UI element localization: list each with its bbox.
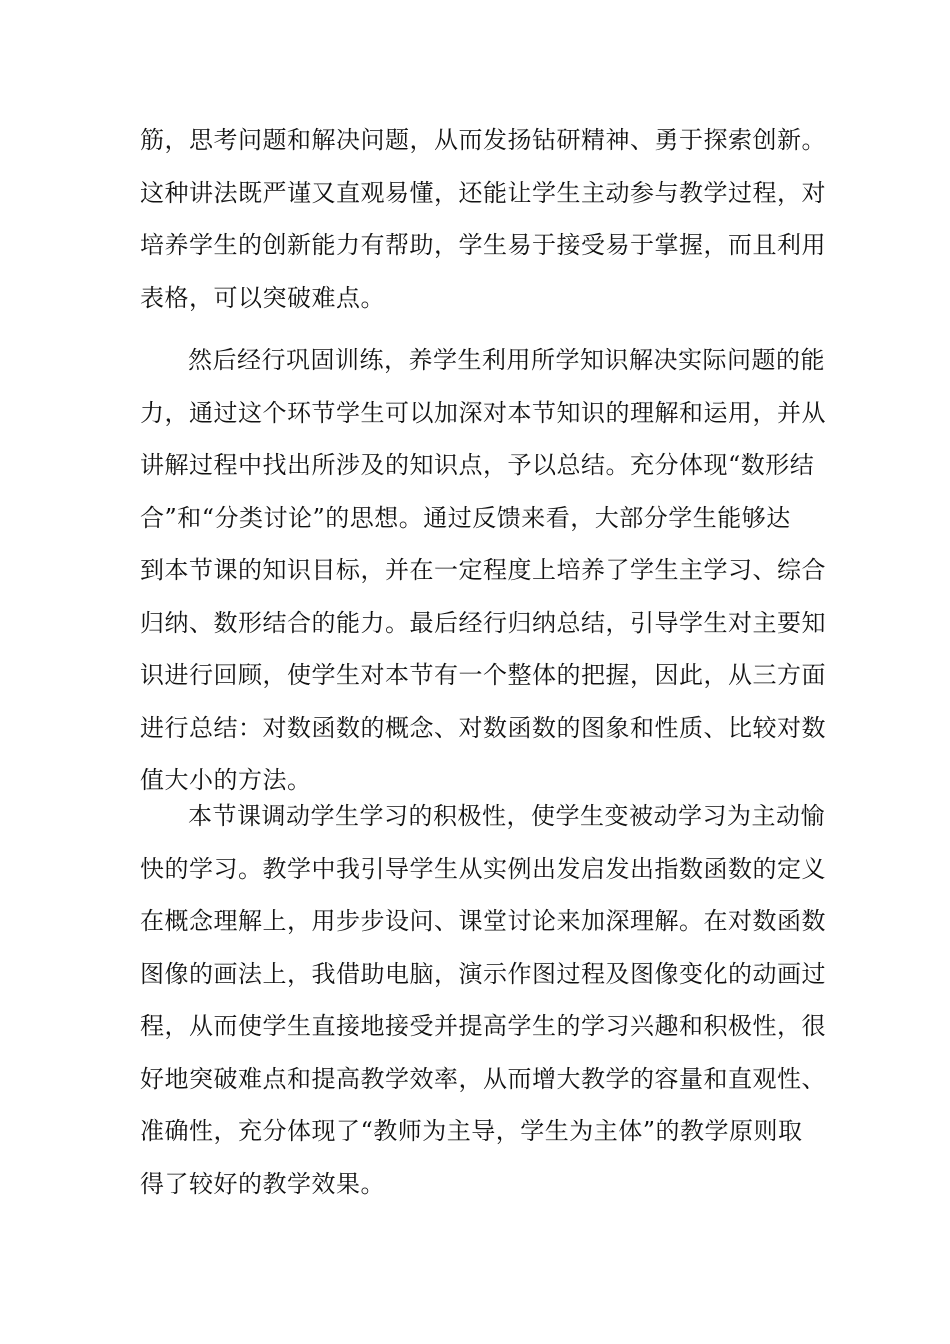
text-line: 得了较好的教学效果。 xyxy=(140,1169,385,1198)
text-line: 本节课调动学生学习的积极性，使学生变被动学习为主动愉 xyxy=(188,802,825,830)
paragraph-2 xyxy=(140,334,826,807)
text-line: 程，从而使学生直接地接受并提高学生的学习兴趣和积极性，很 xyxy=(140,1012,826,1040)
text-line: 图像的画法上，我借助电脑，演示作图过程及图像变化的动画过 xyxy=(140,959,826,988)
paragraph-1 xyxy=(140,114,826,324)
text-line: 好地突破难点和提高教学效率，从而增大教学的容量和直观性、 xyxy=(140,1064,826,1093)
text-line: 培养学生的创新能力有帮助，学生易于接受易于掌握，而且利用 xyxy=(140,231,826,259)
text-line: 到本节课的知识目标，并在一定程度上培养了学生主学习、综合 xyxy=(140,556,826,584)
text-line: 快的学习。教学中我引导学生从实例出发启发出指数函数的定义 xyxy=(140,854,826,883)
paragraph-3 xyxy=(140,790,826,1210)
text-line: 这种讲法既严谨又直观易懂，还能让学生主动参与教学过程，对 xyxy=(140,178,826,207)
text-line: 讲解过程中找出所涉及的知识点，予以总结。充分体现“数形结 xyxy=(140,451,815,479)
text-line: 筋，思考问题和解决问题，从而发扬钻研精神、勇于探索创新。 xyxy=(140,126,826,154)
text-line: 力，通过这个环节学生可以加深对本节知识的理解和运用，并从 xyxy=(140,398,826,427)
text-line: 合”和“分类讨论”的思想。通过反馈来看，大部分学生能够达 xyxy=(140,503,791,532)
text-line: 在概念理解上，用步步设问、课堂讨论来加深理解。在对数函数 xyxy=(140,907,826,935)
text-line: 表格，可以突破难点。 xyxy=(140,283,385,312)
text-line: 值大小的方法。 xyxy=(140,766,312,794)
text-line: 识进行回顾，使学生对本节有一个整体的把握，因此，从三方面 xyxy=(140,661,826,689)
text-line: 然后经行巩固训练，养学生利用所学知识解决实际问题的能 xyxy=(188,346,825,374)
text-line: 进行总结：对数函数的概念、对数函数的图象和性质、比较对数 xyxy=(140,713,826,742)
text-line: 归纳、数形结合的能力。最后经行归纳总结，引导学生对主要知 xyxy=(140,608,826,637)
text-line: 准确性，充分体现了“教师为主导，学生为主体”的教学原则取 xyxy=(140,1117,803,1145)
